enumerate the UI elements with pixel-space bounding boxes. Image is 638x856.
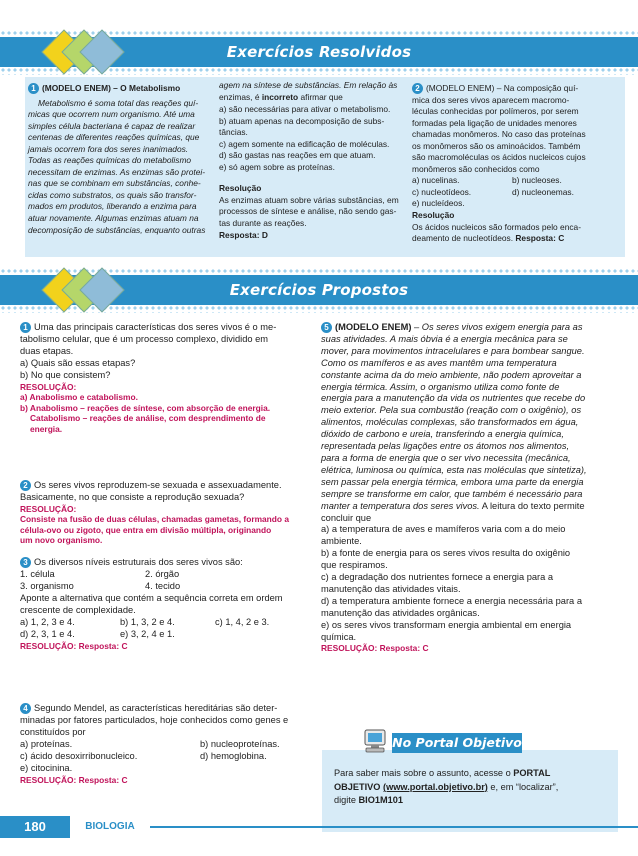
resolved-q1-answer: Resposta: D xyxy=(219,229,268,240)
footer-divider xyxy=(150,826,638,828)
text-line: processos de síntese e análise, não sendo gas- xyxy=(219,206,397,217)
text-line: enzimas, é incorreto afirmar que xyxy=(219,91,343,102)
diamonds-decoration xyxy=(38,24,138,80)
question-number: 2 xyxy=(20,480,31,491)
proposed-q5-options: a) a temperatura de aves e mamíferos varia com a do meio ambiente. b) a fonte de energia para os seres vivos resulta do oxigênio que respiramos. c) a degradação dos nutrientes fornece a energia para a manutenção das atividades vitais. d) a temperatura ambiente fornece a energia necessária para a manutenção das atividades orgânicas. e) os seres vivos transformam energia ambiental em energia química. xyxy=(321,524,582,642)
text-line: As enzimas atuam sobre várias substâncias, em xyxy=(219,194,399,205)
resolved-q1-left xyxy=(28,83,214,236)
resolution-label: RESOLUÇÃO: xyxy=(20,503,77,514)
text-line: tas durante as reações. xyxy=(219,218,307,229)
question-header: (MODELO ENEM) – Na composição quí- xyxy=(426,83,579,93)
resolved-q2: 2 (MODELO ENEM) – Na composição quí- mica dos seres vivos aparecem macromo- léculas conhecidas por polímeros, por serem formadas pela ligação de unidades menores chamadas monômeros. No caso das proteínas os monômeros são os aminoácidos. Também são macromoléculas os ácidos nucleicos cujos monômeros são conhecidos como a) nucelinas. c) nucleotídeos. e) nucleídeos. b) nucleoses. d) nucleonemas. Resolução Os ácidos nucleicos são formados pelo enca- deamento de nucleotídeos. Resposta: C xyxy=(412,83,602,245)
resolution-label: RESOLUÇÃO: xyxy=(20,381,77,392)
proposed-q4: 4 Segundo Mendel, as características hereditárias são deter- minadas por fatores particulados, hoje conhecidos como genes e constituídos por a) proteínas. c) ácido desoxirribonucleico. e) citocinina. b) nucleoproteínas. d) hemoglobina. RESOLUÇÃO: Resposta: C xyxy=(20,703,302,787)
question-header: (MODELO ENEM) – O Metabolismo xyxy=(42,83,181,93)
page-number: 180 xyxy=(0,816,70,838)
proposed-q1: 1 Uma das principais características dos seres vivos é o me- tabolismo celular, que é um processo complexo, dividido em duas etapas. a) Quais são essas etapas? b) No que consistem? RESOLUÇÃO: a) Anabolismo e catabolismo. b) Anabolismo – reações de síntese, com absorção de energia. Catabolismo – reações de análise, com desprendimento de energia. xyxy=(20,322,302,434)
diamonds-decoration xyxy=(38,262,138,318)
text-line: agem na síntese de substâncias. Em relação às xyxy=(219,80,398,90)
resolution-label: RESOLUÇÃO: Resposta: C xyxy=(321,643,429,654)
resolved-q1-body: Metabolismo é soma total das reações quí- micas que ocorrem num organismo. Até uma simples célula bacteriana é capaz de realizar centenas de diferentes reações químicas, que jamais ocorrem fora dos seres inanimados. Todas as reações químicas do metabolismo necessitam de enzimas. As enzimas são protei- nas que se combinam em substâncias, conhe- cidas como substratos, os quais são transfor- mados em produtos, liberando a enzima para atuar novamente. Algumas enzimas atuam na decomposição de substâncias, enquanto outras xyxy=(28,97,206,235)
proposed-q5: 5 (MODELO ENEM) – Os seres vivos exigem energia para as suas atividades. A mais óbvia é a energia mecânica para se mover, para movimentos intracelulares e para bombear sangue. Como os mamíferos e as aves mantêm uma temperatura constante acima da do meio ambiente, não podem aproveitar a energia térmica. Assim, o organismo utiliza como fonte de energia para a manutenção da vida os nutrientes que recebe do meio exterior. Pela sua combustão (reação com o oxigênio), os alimentos, moléculas complexas, são transformados em água, dióxido de carbono e ureia, transferindo a energia química, representada pelas ligações entre os átomos nos alimentos, para a forma de energia que o ser vivo necessita (mecânica, elétrica, luminosa ou química, esta nas moléculas que sintetiza), sem passar pela energia térmica, embora uma parte da energia sempre se transforme em calor, que também é necessário para manter a temperatura dos seres vivos. A leitura do texto permite concluir que a) a temperatura de aves e mamíferos varia com a do meio ambiente. b) a fonte de energia para os seres vivos resulta do oxigênio que respiramos. c) a degradação dos nutrientes fornece a energia para a manutenção das atividades vitais. d) a temperatura ambiente fornece a energia necessária para a manutenção das atividades orgânicas. e) os seres vivos transformam energia ambiental em energia química. RESOLUÇÃO: Resposta: C xyxy=(321,322,618,655)
question-number: 3 xyxy=(20,557,31,568)
resolved-q2-answer: Resposta: C xyxy=(515,233,565,244)
resolved-banner-title: Exercícios Resolvidos xyxy=(226,43,412,61)
resolved-q2-options: a) nucelinas. c) nucleotídeos. e) nucleídeos. b) nucleoses. d) nucleonemas. xyxy=(412,175,574,209)
proposed-banner-title: Exercícios Propostos xyxy=(229,281,409,299)
question-number: 5 xyxy=(321,322,332,333)
portal-box: Para saber mais sobre o assunto, acesse o PORTAL OBJETIVO (www.portal.objetivo.br) e, em “localizar”, digite BIO1M101 xyxy=(322,750,618,832)
resolution-label: RESOLUÇÃO: Resposta: C xyxy=(20,640,128,651)
proposed-q2: 2 Os seres vivos reproduzem-se sexuada e assexuadamente. Basicamente, no que consiste a reprodução sexuada? RESOLUÇÃO: Consiste na fusão de duas células, chamadas gametas, formando a célula-ovo ou zigoto, que entra em divisão múltipla, originando um novo organismo. xyxy=(20,480,302,546)
question-number: 2 xyxy=(412,83,423,94)
subject-label: BIOLOGIA xyxy=(85,821,135,832)
resolved-q1-mid xyxy=(219,80,405,241)
resolution-label: RESOLUÇÃO: Resposta: C xyxy=(20,774,128,785)
resolved-q1-options: a) são necessárias para ativar o metabolismo. b) atuam apenas na decomposição de subs- tâncias. c) agem somente na edificação de moléculas. d) são gastas nas reações em que atuam. e) só agem sobre as proteínas. xyxy=(219,104,391,172)
computer-icon xyxy=(362,728,390,754)
portal-link[interactable]: (www.portal.objetivo.br) xyxy=(383,781,488,792)
question-number: 4 xyxy=(20,703,31,714)
proposed-q5-text: suas atividades. A mais óbvia é a energia mecânica para se mover, para movimentos intracelulares e para bombear sangue. Como os mamíferos e as aves mantêm uma temperatura constante acima da do meio ambiente, não podem aproveitar a energia térmica. Assim, o organismo utiliza como fonte de energia para a manutenção da vida os nutrientes que recebe do meio exterior. Pela sua combustão (reação com o oxigênio), os alimentos, moléculas complexas, são transformados em água, dióxido de carbono e ureia, transferindo a energia química, representada pelas ligações entre os átomos nos alimentos, para a forma de energia que o ser vivo necessita (mecânica, elétrica, luminosa ou química, esta nas moléculas que sintetiza), sem passar pela energia térmica, embora uma parte da energia sempre se transforme em calor, que também é necessário para manter a temperatura dos seres vivos. A leitura do texto permite xyxy=(321,333,587,511)
question-header: (MODELO ENEM) xyxy=(335,322,412,332)
proposed-q3: 3 Os diversos níveis estruturais dos seres vivos são: 1. célula 3. organismo 2. órgão 4. tecido Aponte a alternativa que contém a sequência correta em ordem crescente de complexidade. a) 1, 2, 3 e 4. d) 2, 3, 1 e 4. b) 1, 3, 2 e 4. e) 3, 2, 4 e 1. c) 1, 4, 2 e 3. RESOLUÇÃO: Resposta: C xyxy=(20,557,302,653)
question-number: 1 xyxy=(20,322,31,333)
portal-title: No Portal Objetivo xyxy=(392,733,522,753)
resolution-label: Resolução xyxy=(219,183,262,194)
resolution-label: Resolução xyxy=(412,210,455,221)
question-number: 1 xyxy=(28,83,39,94)
